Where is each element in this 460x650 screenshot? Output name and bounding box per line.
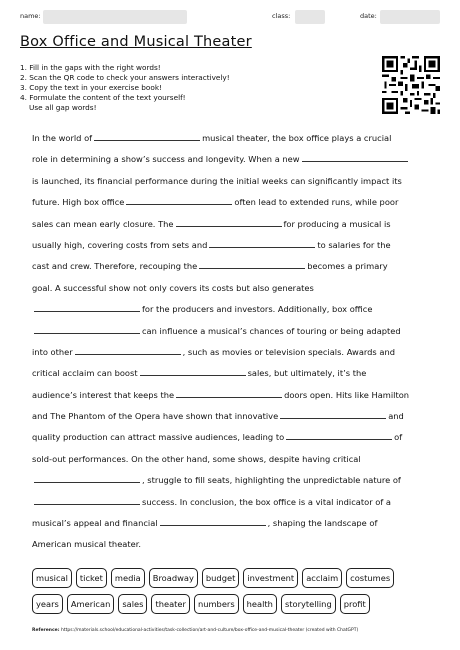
gap-blank[interactable] <box>160 516 266 526</box>
gap-blank[interactable] <box>34 302 140 312</box>
gap-blank[interactable] <box>94 131 200 141</box>
reference-link[interactable]: https://materials.school/educational-activities/task-collection/art-and-culture/box-office-and-musical-theater (created with ChatGPT) <box>60 628 359 633</box>
text-segment: , such as movies or television specials. Awards and <box>182 346 396 357</box>
gap-blank[interactable] <box>286 430 392 440</box>
name-field[interactable] <box>43 10 187 24</box>
gap-blank[interactable] <box>34 473 140 483</box>
text-segment: sold-out performances. On the other hand, some shows, despite having critical <box>32 453 361 464</box>
qr-code-icon[interactable] <box>382 56 440 114</box>
word-chip[interactable]: media <box>111 568 145 588</box>
class-field[interactable] <box>295 10 325 24</box>
text-segment: goal. A successful show not only covers its costs but also generates <box>32 282 314 293</box>
text-line <box>32 171 428 192</box>
reference-label: Reference: <box>32 628 60 633</box>
text-segment: musical theater, the box office plays a crucial <box>202 133 392 143</box>
text-segment: becomes a primary <box>307 261 388 272</box>
page-title: Box Office and Musical Theater <box>20 34 252 50</box>
text-line <box>32 342 428 363</box>
text-segment: sales can mean early closure. The <box>32 218 174 229</box>
word-chip[interactable]: health <box>243 594 277 614</box>
instruction-3: 3. Copy the text in your exercise book! <box>20 83 162 92</box>
word-chip[interactable]: budget <box>202 568 239 588</box>
gap-blank[interactable] <box>75 345 181 355</box>
text-line <box>32 128 428 149</box>
gap-blank[interactable] <box>140 366 246 376</box>
text-segment: , shaping the landscape of <box>267 518 378 529</box>
text-line <box>32 406 428 427</box>
text-line <box>32 256 428 277</box>
instructions <box>20 63 360 113</box>
text-line <box>32 534 428 555</box>
text-segment: musical’s appeal and financial <box>32 518 158 529</box>
gap-blank[interactable] <box>280 409 386 419</box>
text-line <box>32 299 428 320</box>
word-bank <box>32 568 432 620</box>
text-segment: role in determining a show’s success and longevity. When a new <box>32 154 300 165</box>
text-line <box>32 427 428 448</box>
instruction-4: 4. Formulate the content of the text yourself! <box>20 93 186 102</box>
text-segment: can influence a musical’s chances of touring or being adapted <box>142 325 401 336</box>
word-chip[interactable]: acclaim <box>302 568 342 588</box>
gap-blank[interactable] <box>34 324 140 334</box>
instruction-5: Use all gap words! <box>29 103 97 112</box>
word-chip[interactable]: storytelling <box>281 594 336 614</box>
text-segment: doors open. Hits like Hamilton <box>284 389 410 400</box>
text-line <box>32 149 428 170</box>
word-chip[interactable]: theater <box>151 594 189 614</box>
text-segment: In the world of <box>32 133 93 143</box>
text-line <box>32 321 428 342</box>
gap-blank[interactable] <box>302 152 408 162</box>
text-segment: American musical theater. <box>32 539 142 550</box>
text-line <box>32 235 428 256</box>
text-line <box>32 449 428 470</box>
text-segment: success. In conclusion, the box office is a vital indicator of a <box>142 496 391 507</box>
text-segment: to salaries for the <box>317 239 391 250</box>
word-bank-row-2 <box>32 594 432 614</box>
text-segment: future. High box office <box>32 197 125 208</box>
word-chip[interactable]: Broadway <box>149 568 198 588</box>
word-chip[interactable]: years <box>32 594 63 614</box>
text-segment: cast and crew. Therefore, recouping the <box>32 261 198 272</box>
word-chip[interactable]: costumes <box>346 568 394 588</box>
gap-blank[interactable] <box>176 217 282 227</box>
gap-blank[interactable] <box>209 238 315 248</box>
word-chip[interactable]: numbers <box>194 594 239 614</box>
word-chip[interactable]: profit <box>340 594 370 614</box>
text-line <box>32 363 428 384</box>
text-segment: and The Phantom of the Opera have shown that innovative <box>32 411 279 422</box>
gap-text <box>32 128 428 556</box>
text-segment: , struggle to fill seats, highlighting the unpredictable nature of <box>142 475 401 486</box>
text-segment: critical acclaim can boost <box>32 368 138 379</box>
text-segment: is launched, its financial performance during the initial weeks can significantly impact its <box>32 175 402 186</box>
name-label: name: <box>20 12 41 20</box>
text-segment: and <box>388 411 404 422</box>
text-segment: of <box>394 432 403 443</box>
text-line <box>32 492 428 513</box>
word-bank-row-1 <box>32 568 432 588</box>
text-line <box>32 385 428 406</box>
word-chip[interactable]: musical <box>32 568 72 588</box>
text-segment: into other <box>32 346 73 357</box>
word-chip[interactable]: ticket <box>76 568 107 588</box>
word-chip[interactable]: sales <box>118 594 147 614</box>
reference <box>32 628 358 633</box>
text-line <box>32 214 428 235</box>
text-line <box>32 278 428 299</box>
gap-blank[interactable] <box>199 259 305 269</box>
text-line <box>32 192 428 213</box>
text-segment: often lead to extended runs, while poor <box>234 197 399 208</box>
date-label: date: <box>360 12 377 20</box>
gap-blank[interactable] <box>126 195 232 205</box>
text-line <box>32 513 428 534</box>
instruction-2: 2. Scan the QR code to check your answers interactively! <box>20 73 230 82</box>
gap-blank[interactable] <box>34 495 140 505</box>
text-segment: sales, but ultimately, it’s the <box>247 368 367 379</box>
text-segment: for the producers and investors. Additionally, box office <box>142 304 373 315</box>
date-field[interactable] <box>380 10 440 24</box>
text-segment: audience’s interest that keeps the <box>32 389 175 400</box>
text-segment: for producing a musical is <box>283 218 391 229</box>
text-segment: quality production can attract massive audiences, leading to <box>32 432 285 443</box>
text-segment: usually high, covering costs from sets and <box>32 239 208 250</box>
instruction-1: 1. Fill in the gaps with the right words! <box>20 63 161 72</box>
word-chip[interactable]: investment <box>243 568 298 588</box>
gap-blank[interactable] <box>176 388 282 398</box>
class-label: class: <box>272 12 291 20</box>
text-line <box>32 470 428 491</box>
word-chip[interactable]: American <box>67 594 114 614</box>
